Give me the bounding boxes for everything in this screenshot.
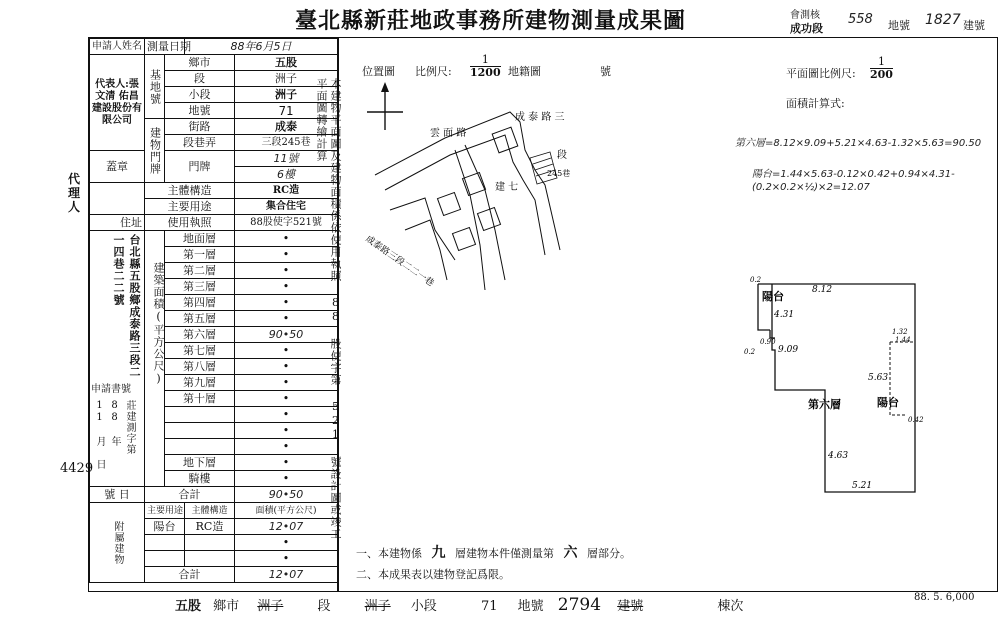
dim-02b: 0.2 — [744, 348, 756, 356]
footer-land-label: 地號 — [517, 599, 544, 614]
attached-total-value: 12•07 — [235, 567, 338, 583]
plan-scale-num: 1 — [870, 56, 893, 69]
floor-area: • — [235, 359, 338, 375]
lane-value: 三段245巷 — [235, 135, 338, 151]
floor-name: 第七層 — [165, 343, 235, 359]
floor-area: • — [235, 423, 338, 439]
date-label: 測量日期 — [145, 39, 185, 55]
total-label: 合計 — [145, 487, 235, 503]
dim-521: 5.21 — [852, 481, 873, 491]
floor-name: 第十層 — [165, 391, 235, 407]
footer-build-no: 2794 — [557, 595, 602, 615]
north-arrow-icon — [367, 82, 403, 130]
dim-909: 9.09 — [778, 345, 799, 355]
dim-563: 5.63 — [868, 373, 889, 383]
plan-scale-den: 200 — [870, 68, 893, 81]
attached-total-label: 合計 — [145, 567, 235, 583]
door-group-label: 建物門牌 — [145, 119, 165, 183]
total-value: 90•50 — [235, 487, 338, 503]
floor-area: • — [235, 295, 338, 311]
dim-431: 4.31 — [774, 310, 795, 320]
structure-value: RC造 — [235, 183, 338, 199]
footer-subsection: 洲子 — [364, 599, 391, 614]
attached-area-0: 12•07 — [235, 519, 338, 535]
floor-value: 6樓 — [235, 167, 338, 183]
floor-area: • — [235, 407, 338, 423]
stamp-label: 會測核 — [790, 10, 820, 21]
floor-area: • — [235, 263, 338, 279]
structure-label: 主體構造 — [145, 183, 235, 199]
use-value: 集合住宅 — [235, 199, 338, 215]
road-value: 成泰 — [235, 119, 338, 135]
header-land-label: 地號 — [888, 19, 910, 32]
floor-area: • — [235, 231, 338, 247]
floor-name: 第一層 — [165, 247, 235, 263]
door-value: 11號 — [235, 151, 338, 167]
dim-463: 4.63 — [828, 451, 849, 461]
calc-line-1: 第六層=8.12×9.09+5.21×4.63-1.32×5.63=90.50 — [735, 138, 982, 149]
township-label: 鄉市 — [165, 55, 235, 71]
floor-name: 第九層 — [165, 375, 235, 391]
balcony-label-1: 陽台 — [762, 290, 784, 303]
floor-area: • — [235, 375, 338, 391]
footer-land-no: 71 — [480, 599, 498, 614]
footer-township-label: 鄉市 — [213, 599, 240, 614]
form-code: 88. 5. 6,000 — [914, 592, 975, 603]
floor-name — [165, 407, 235, 423]
road-label: 街路 — [165, 119, 235, 135]
footer-subsection-label: 小段 — [410, 599, 437, 614]
date-footer-label: 號 日 — [90, 487, 145, 503]
note-1-post: 層部分。 — [587, 547, 631, 560]
area-group-label: 建築面積(平方公尺) — [152, 262, 165, 386]
landno-value: 71 — [235, 103, 338, 119]
attached-area-1: • — [235, 535, 338, 551]
permit-label: 使用執照 — [145, 215, 235, 231]
footer-section-label: 段 — [317, 599, 331, 614]
seal-label: 蓋章 — [90, 151, 145, 183]
attached-struct-0: RC造 — [185, 519, 235, 535]
floor-name: 第二層 — [165, 263, 235, 279]
floor-name: 地面層 — [165, 231, 235, 247]
footer-township: 五股 — [175, 599, 202, 614]
plan-scale — [870, 56, 893, 81]
plan-scale-label: 平面圖比例尺: — [786, 67, 856, 80]
note-1-floor: 六 — [563, 545, 578, 561]
floor-name: 第八層 — [165, 359, 235, 375]
note-1-mid: 層建物本件僅測量第 — [455, 547, 554, 560]
dim-812: 8.12 — [812, 285, 833, 295]
cadastral-label: 地籍圖 — [508, 65, 541, 78]
footer-unit-label: 棟次 — [717, 599, 744, 614]
app-no-value: 莊建測字第 88 年 11 月 日 — [94, 400, 135, 470]
building-label: 建 七 — [495, 182, 519, 193]
permit-value: 88股使字521號 — [235, 215, 338, 231]
lane-label-245: 245巷 — [547, 169, 571, 178]
township-value: 五股 — [235, 55, 338, 71]
permit-statement: 本建物平面圖及建物面積係依使用執照 88 股使字第 521 號設計圖或竣工平面圖轉繪計算 — [315, 78, 342, 540]
land-group-label: 基地號 — [145, 55, 165, 119]
floor-area: • — [235, 343, 338, 359]
footer-row — [175, 595, 995, 615]
road-label-2: 成 泰 路 三 — [515, 112, 565, 123]
location-label: 位置圖 — [362, 65, 395, 78]
agent-cell — [90, 183, 145, 215]
attached-struct-1 — [185, 535, 235, 551]
use-label: 主要用途 — [145, 199, 235, 215]
dim-02a: 0.2 — [750, 276, 762, 284]
landno-label: 地號 — [165, 103, 235, 119]
floor-area: • — [235, 391, 338, 407]
side-number: 4429 — [60, 461, 94, 476]
note-1-floors: 九 — [431, 545, 446, 561]
attached-h-area: 面積(平方公尺) — [235, 503, 338, 519]
footer-section: 洲子 — [257, 599, 284, 614]
header-seg-no: 558 — [848, 12, 873, 27]
calc-label: 面積計算式: — [786, 97, 845, 110]
attached-h-use: 主要用途 — [145, 503, 185, 519]
balcony-label-2: 陽台 — [877, 396, 899, 409]
floor-name: 地下層 — [165, 455, 235, 471]
floor-area: • — [235, 455, 338, 471]
header-build-label: 建號 — [963, 19, 985, 32]
section-value: 洲子 — [235, 71, 338, 87]
attached-struct-2 — [185, 551, 235, 567]
calc-line-2: 陽台=1.44×5.63-0.12×0.42+0.94×4.31-(0.2×0.2×½)×2=12.07 — [752, 169, 955, 193]
attached-use-0: 陽台 — [145, 519, 185, 535]
address-label: 住址 — [90, 215, 145, 231]
attached-use-2 — [145, 551, 185, 567]
attached-use-1 — [145, 535, 185, 551]
address-value: 台北縣五股鄉成泰路三段二一四巷二二號 — [112, 234, 141, 378]
subsection-label: 小段 — [165, 87, 235, 103]
road-label-3: 段 — [557, 150, 567, 161]
agent-label: 代理人 — [68, 172, 81, 214]
floor-area: • — [235, 311, 338, 327]
note-2: 二、本成果表以建物登記爲限。 — [356, 568, 510, 581]
floor-name: 第五層 — [165, 311, 235, 327]
floor-area: • — [235, 471, 338, 487]
section-label: 段 — [165, 71, 235, 87]
road-lane-label: 成泰路三段二二一巷 — [363, 234, 436, 289]
road-label-1: 雲 面 路 — [430, 128, 467, 139]
dim-042: 0.42 — [908, 416, 924, 424]
document-title: 臺北縣新莊地政事務所建物測量成果圖 — [295, 8, 687, 34]
location-scale-num: 1 — [470, 54, 501, 67]
subsection-value: 洲子 — [235, 87, 338, 103]
attached-label: 附屬建物 — [90, 503, 145, 583]
location-scale — [470, 54, 501, 79]
dim-144: 1.44 — [895, 336, 911, 344]
cadastral-no-label: 號 — [600, 65, 611, 78]
applicant-label: 申請人姓名 — [90, 39, 145, 55]
sixth-floor-label: 第六層 — [808, 398, 841, 411]
location-scale-den: 1200 — [470, 66, 501, 79]
header-land-no: 1827 — [925, 12, 961, 28]
dim-132: 1.32 — [892, 328, 908, 336]
lane-label: 段巷弄 — [165, 135, 235, 151]
location-map — [345, 80, 595, 300]
attached-h-struct: 主體構造 — [185, 503, 235, 519]
floor-name — [165, 439, 235, 455]
app-no-label: 申請書號 — [91, 384, 131, 395]
applicant-value: 代表人:張文清 佑昌建設股份有限公司 — [90, 55, 145, 151]
location-scale-label: 比例尺: — [415, 65, 452, 78]
attached-area-2: • — [235, 551, 338, 567]
floor-name: 騎樓 — [165, 471, 235, 487]
floor-area: • — [235, 439, 338, 455]
floor-plan — [740, 270, 990, 500]
note-1 — [356, 542, 631, 562]
footer-build-label: 建號 — [617, 599, 644, 614]
door-label: 門牌 — [165, 151, 235, 183]
floor-area: 90•50 — [235, 327, 338, 343]
floor-name: 第三層 — [165, 279, 235, 295]
floor-area: • — [235, 279, 338, 295]
note-1-pre: 一、本建物係 — [356, 547, 422, 560]
date-value: 88年6月5日 — [185, 39, 338, 55]
floor-name: 第六層 — [165, 327, 235, 343]
dim-090: 0.90 — [760, 338, 776, 346]
floor-name: 第四層 — [165, 295, 235, 311]
floor-name — [165, 423, 235, 439]
stamp-section: 成功段 — [790, 22, 823, 35]
floor-area: • — [235, 247, 338, 263]
